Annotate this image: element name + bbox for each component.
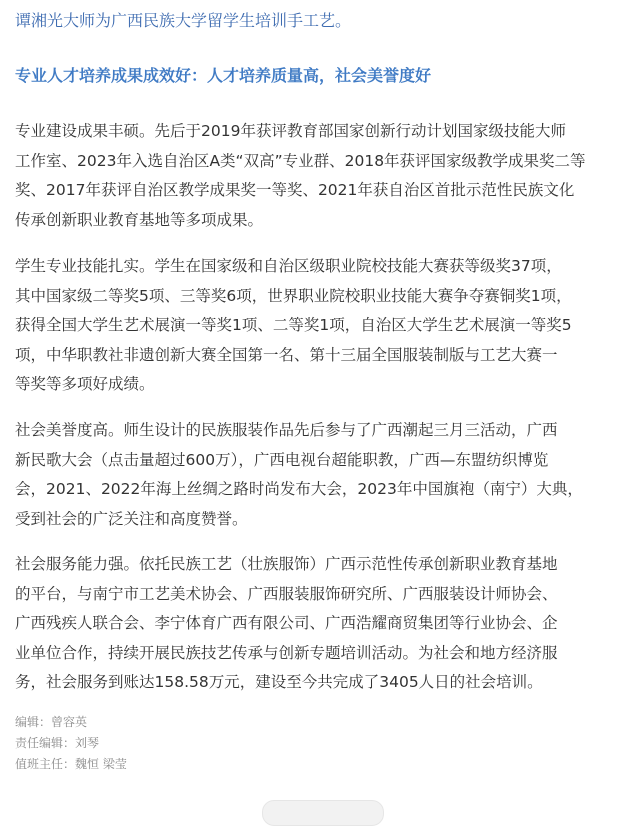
paragraph-line: 会，2021、2022年海上丝绸之路时尚发布大会，2023年中国旗袍（南宁）大典， — [15, 480, 583, 499]
responsible-editor-credit: 责任编辑：刘琴 — [15, 736, 100, 750]
paragraph-line: 等奖等多项好成绩。 — [15, 375, 155, 394]
editor-credits — [15, 712, 127, 775]
paragraph-line: 新民歌大会（点击量超过600万），广西电视台超能职教，广西—东盟纺织博览 — [15, 450, 549, 469]
paragraph-line: 专业建设成果丰硕。先后于2019年获评教育部国家创新行动计划国家级技能大师 — [15, 122, 566, 140]
image-caption: 谭湘光大师为广西民族大学留学生培训手工艺。 — [15, 11, 352, 30]
paragraph-line: 学生专业技能扎实。学生在国家级和自治区级职业院校技能大赛获等级奖37项， — [15, 257, 562, 275]
paragraph-program-achievements — [15, 117, 627, 235]
paragraph-line: 社会服务能力强。依托民族工艺（壮族服饰）广西示范性传承创新职业教育基地 — [15, 555, 558, 573]
editor-credit: 编辑：曾容英 — [15, 715, 88, 729]
section-heading: 专业人才培养成果成效好：人才培养质量高，社会美誉度好 — [15, 66, 432, 85]
paragraph-line: 业单位合作，持续开展民族技艺传承与创新专题培训活动。为社会和地方经济服 — [15, 643, 558, 662]
paragraph-social-reputation — [15, 416, 627, 534]
paragraph-line: 奖、2017年获评自治区教学成果奖一等奖、2021年获自治区首批示范性民族文化 — [15, 181, 575, 200]
paragraph-line: 工作室、2023年入选自治区A类“双高”专业群、2018年获评国家级教学成果奖二等 — [15, 151, 586, 170]
paragraph-line: 项，中华职教社非遗创新大赛全国第一名、第十三届全国服装制版与工艺大赛一 — [15, 345, 558, 364]
paragraph-line: 传承创新职业教育基地等多项成果。 — [15, 210, 264, 229]
paragraph-line: 社会美誉度高。师生设计的民族服装作品先后参与了广西潮起三月三活动，广西 — [15, 421, 558, 439]
paragraph-line: 的平台，与南宁市工艺美术协会、广西服装服饰研究所、广西服装设计师协会、 — [15, 584, 558, 603]
paragraph-line: 其中国家级二等奖5项、三等奖6项，世界职业院校职业技能大赛争夺赛铜奖1项， — [15, 286, 572, 305]
paragraph-social-service — [15, 550, 627, 698]
bottom-action-pill[interactable] — [262, 800, 384, 826]
paragraph-line: 获得全国大学生艺术展演一等奖1项、二等奖1项，自治区大学生艺术展演一等奖5 — [15, 316, 572, 335]
paragraph-line: 受到社会的广泛关注和高度赞誉。 — [15, 509, 248, 528]
paragraph-student-skills — [15, 252, 627, 400]
duty-editor-credit: 值班主任：魏恒 梁莹 — [15, 757, 127, 771]
paragraph-line: 广西残疾人联合会、李宁体育广西有限公司、广西浩耀商贸集团等行业协会、企 — [15, 614, 558, 633]
paragraph-line: 务，社会服务到账达158.58万元，建设至今共完成了3405人日的社会培训。 — [15, 673, 543, 692]
